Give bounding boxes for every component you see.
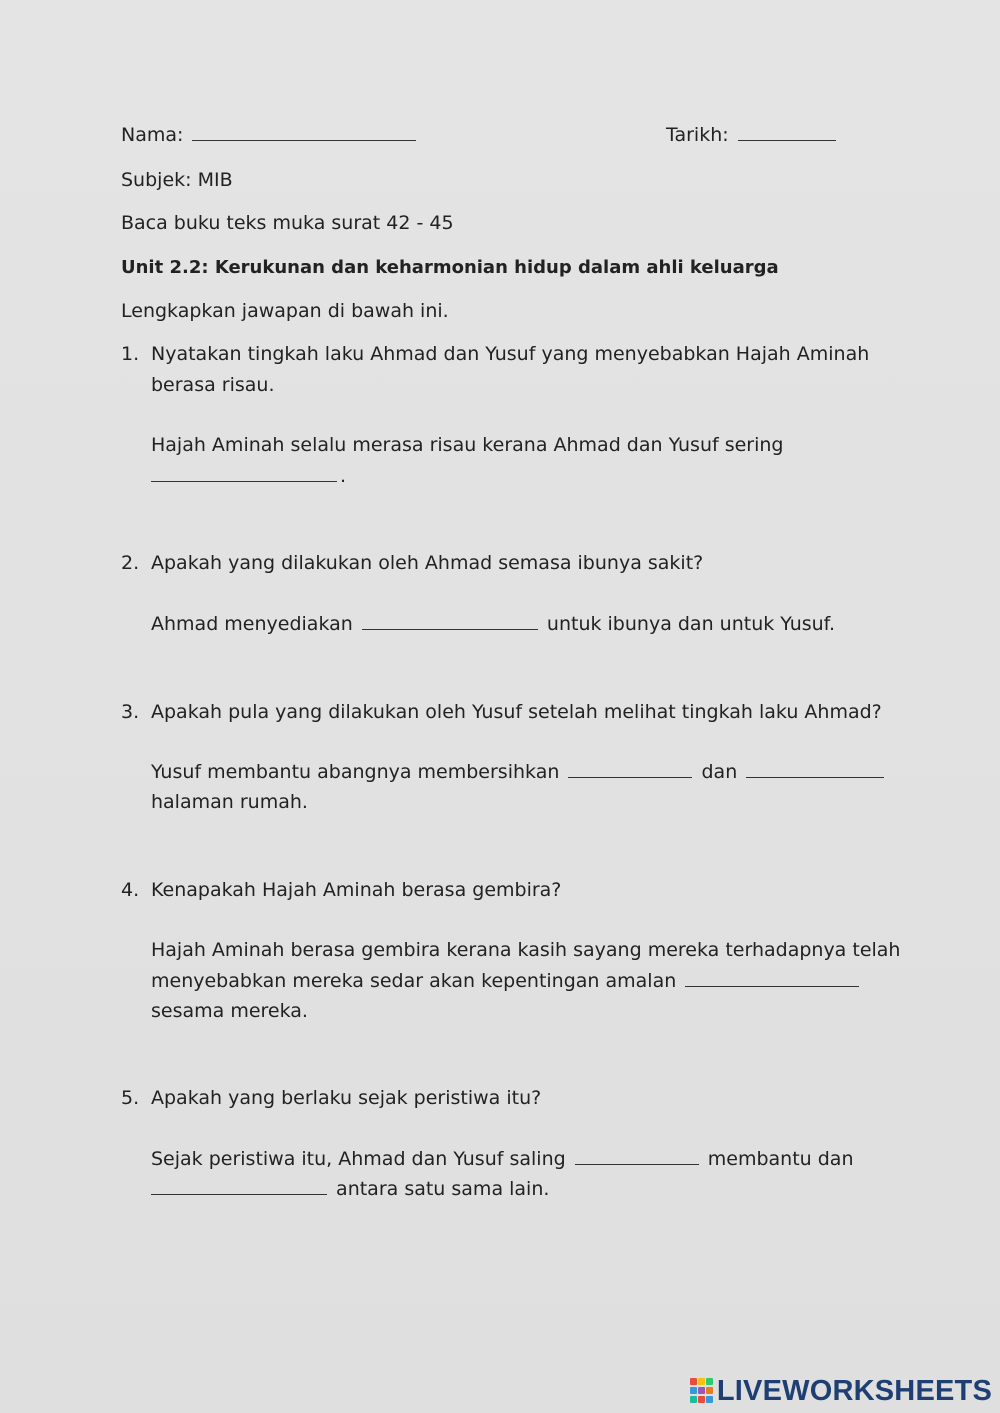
name-row xyxy=(121,120,419,150)
date-blank[interactable] xyxy=(738,122,836,141)
answer-3-blank-2[interactable] xyxy=(746,759,884,778)
answer-1-period: . xyxy=(340,465,347,487)
question-5-number: 5. xyxy=(121,1087,140,1109)
question-4-number: 4. xyxy=(121,879,140,901)
answer-5-line2 xyxy=(151,1174,549,1204)
answer-2-blank[interactable] xyxy=(362,611,538,630)
date-row xyxy=(666,120,839,150)
answer-5-blank-2[interactable] xyxy=(151,1176,327,1195)
question-4-text: Kenapakah Hajah Aminah berasa gembira? xyxy=(151,879,562,901)
liveworksheets-logo[interactable] xyxy=(690,1375,992,1407)
answer-3-line1 xyxy=(151,757,887,787)
answer-5-line1 xyxy=(151,1144,854,1174)
answer-3-blank-1[interactable] xyxy=(568,759,692,778)
answer-1-blank[interactable] xyxy=(151,463,337,482)
answer-4-line3: sesama mereka. xyxy=(151,1000,308,1022)
answer-5-after: membantu dan xyxy=(707,1148,854,1170)
answer-1-line1: Hajah Aminah selalu merasa risau kerana Ahmad dan Yusuf sering xyxy=(151,434,784,456)
subject-text: Subjek: MIB xyxy=(121,169,233,191)
answer-2-before: Ahmad menyediakan xyxy=(151,613,353,635)
answer-4-before: menyebabkan mereka sedar akan kepentingan amalan xyxy=(151,970,677,992)
answer-3-before: Yusuf membantu abangnya membersihkan xyxy=(151,761,560,783)
date-label: Tarikh: xyxy=(666,124,729,146)
answer-5-line2-after: antara satu sama lain. xyxy=(336,1178,550,1200)
question-2-text: Apakah yang dilakukan oleh Ahmad semasa ibunya sakit? xyxy=(151,552,704,574)
answer-3-line2: halaman rumah. xyxy=(151,791,308,813)
question-3-number: 3. xyxy=(121,701,140,723)
answer-2-line xyxy=(151,609,835,639)
answer-5-blank-1[interactable] xyxy=(575,1146,699,1165)
question-5-text: Apakah yang berlaku sejak peristiwa itu? xyxy=(151,1087,542,1109)
question-1-line1: Nyatakan tingkah laku Ahmad dan Yusuf yang menyebabkan Hajah Aminah xyxy=(151,343,870,365)
reading-instruction: Baca buku teks muka surat 42 - 45 xyxy=(121,212,454,234)
question-1-number: 1. xyxy=(121,343,140,365)
name-label: Nama: xyxy=(121,124,184,146)
answer-4-line1: Hajah Aminah berasa gembira kerana kasih sayang mereka terhadapnya telah xyxy=(151,939,901,961)
answer-4-blank[interactable] xyxy=(685,968,859,987)
liveworksheets-logo-text: LIVEWORKSHEETS xyxy=(716,1374,992,1407)
answer-4-line2 xyxy=(151,966,862,996)
question-1-line2: berasa risau. xyxy=(151,374,275,396)
name-blank[interactable] xyxy=(192,122,416,141)
answer-5-before: Sejak peristiwa itu, Ahmad dan Yusuf saling xyxy=(151,1148,566,1170)
question-2-number: 2. xyxy=(121,552,140,574)
answer-2-after: untuk ibunya dan untuk Yusuf. xyxy=(546,613,836,635)
question-3-text: Apakah pula yang dilakukan oleh Yusuf setelah melihat tingkah laku Ahmad? xyxy=(151,701,882,723)
answer-3-middle: dan xyxy=(701,761,738,783)
instruction-text: Lengkapkan jawapan di bawah ini. xyxy=(121,300,449,322)
unit-title: Unit 2.2: Kerukunan dan keharmonian hidup dalam ahli keluarga xyxy=(121,257,779,278)
liveworksheets-icon xyxy=(690,1378,714,1404)
answer-1-line2 xyxy=(151,461,346,491)
